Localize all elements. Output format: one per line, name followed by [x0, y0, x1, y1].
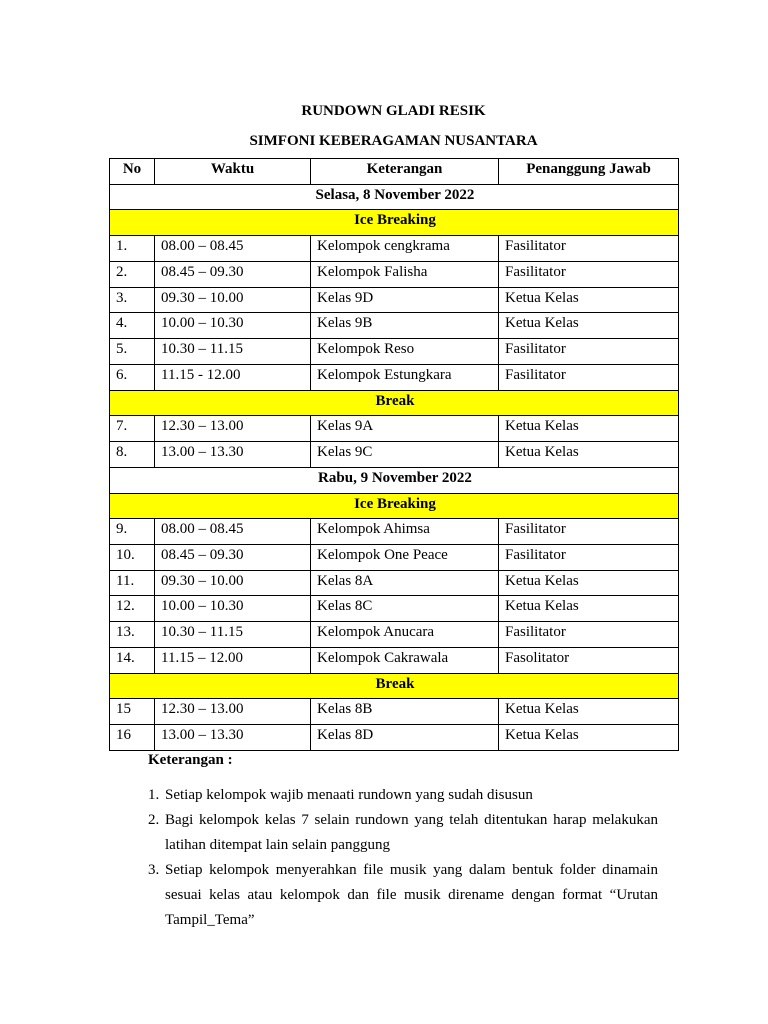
- list-number: 3.: [148, 862, 160, 878]
- cell-penanggung-jawab: Fasilitator: [499, 339, 679, 365]
- notes-list: [148, 783, 658, 933]
- table-row: [110, 622, 679, 648]
- cell-waktu: 12.30 – 13.00: [155, 699, 311, 725]
- section-row: [110, 390, 679, 416]
- cell-no: 6.: [110, 364, 155, 390]
- table-row: [110, 416, 679, 442]
- day-row: [110, 184, 679, 210]
- cell-no: 4.: [110, 313, 155, 339]
- list-number: 1.: [148, 787, 160, 803]
- cell-keterangan: Kelas 8B: [311, 699, 499, 725]
- cell-no: 11.: [110, 570, 155, 596]
- table-row: [110, 339, 679, 365]
- cell-no: 7.: [110, 416, 155, 442]
- table-row: [110, 313, 679, 339]
- table-row: [110, 442, 679, 468]
- cell-keterangan: Kelas 9C: [311, 442, 499, 468]
- cell-waktu: 08.45 – 09.30: [155, 545, 311, 571]
- cell-keterangan: Kelompok Falisha: [311, 261, 499, 287]
- cell-waktu: 08.00 – 08.45: [155, 519, 311, 545]
- cell-keterangan: Kelas 9B: [311, 313, 499, 339]
- table-row: [110, 364, 679, 390]
- cell-waktu: 12.30 – 13.00: [155, 416, 311, 442]
- day-label: Rabu, 9 November 2022: [110, 467, 679, 493]
- section-label: Break: [110, 390, 679, 416]
- cell-penanggung-jawab: Ketua Kelas: [499, 313, 679, 339]
- section-label: Ice Breaking: [110, 493, 679, 519]
- header-waktu: Waktu: [155, 159, 311, 185]
- table-row: [110, 699, 679, 725]
- cell-waktu: 08.00 – 08.45: [155, 236, 311, 262]
- table-row: [110, 647, 679, 673]
- list-text: Setiap kelompok menyerahkan file musik yang dalam bentuk folder dinamain sesuai kelas atau kelompok dan file musik direname dengan format “Urutan Tampil_Tema”: [165, 862, 658, 928]
- list-item: [148, 808, 658, 858]
- cell-keterangan: Kelompok Cakrawala: [311, 647, 499, 673]
- table-row: [110, 236, 679, 262]
- section-row: [110, 210, 679, 236]
- cell-waktu: 10.30 – 11.15: [155, 339, 311, 365]
- cell-keterangan: Kelompok One Peace: [311, 545, 499, 571]
- section-row: [110, 673, 679, 699]
- cell-penanggung-jawab: Fasilitator: [499, 622, 679, 648]
- cell-no: 2.: [110, 261, 155, 287]
- cell-keterangan: Kelas 9D: [311, 287, 499, 313]
- table-row: [110, 596, 679, 622]
- cell-waktu: 10.30 – 11.15: [155, 622, 311, 648]
- day-label: Selasa, 8 November 2022: [110, 184, 679, 210]
- cell-waktu: 09.30 – 10.00: [155, 570, 311, 596]
- cell-penanggung-jawab: Fasolitator: [499, 647, 679, 673]
- list-text: Bagi kelompok kelas 7 selain rundown yang telah ditentukan harap melakukan latihan ditempat lain selain panggung: [165, 812, 658, 853]
- list-item: [148, 858, 658, 933]
- cell-waktu: 11.15 - 12.00: [155, 364, 311, 390]
- cell-no: 14.: [110, 647, 155, 673]
- cell-no: 12.: [110, 596, 155, 622]
- cell-penanggung-jawab: Ketua Kelas: [499, 416, 679, 442]
- cell-penanggung-jawab: Fasilitator: [499, 545, 679, 571]
- header-penanggung-jawab: Penanggung Jawab: [499, 159, 679, 185]
- cell-keterangan: Kelas 9A: [311, 416, 499, 442]
- table-row: [110, 519, 679, 545]
- table-header-row: [110, 159, 679, 185]
- document-title: RUNDOWN GLADI RESIK: [301, 103, 486, 119]
- cell-penanggung-jawab: Ketua Kelas: [499, 596, 679, 622]
- cell-penanggung-jawab: Fasilitator: [499, 236, 679, 262]
- cell-no: 1.: [110, 236, 155, 262]
- cell-penanggung-jawab: Ketua Kelas: [499, 287, 679, 313]
- document-subtitle: SIMFONI KEBERAGAMAN NUSANTARA: [249, 133, 538, 149]
- cell-penanggung-jawab: Fasilitator: [499, 261, 679, 287]
- header-keterangan: Keterangan: [311, 159, 499, 185]
- section-label: Ice Breaking: [110, 210, 679, 236]
- list-text: Setiap kelompok wajib menaati rundown yang sudah disusun: [165, 787, 533, 803]
- cell-penanggung-jawab: Ketua Kelas: [499, 699, 679, 725]
- cell-no: 9.: [110, 519, 155, 545]
- cell-penanggung-jawab: Ketua Kelas: [499, 442, 679, 468]
- cell-keterangan: Kelompok Anucara: [311, 622, 499, 648]
- notes-heading: Keterangan :: [148, 752, 233, 768]
- cell-keterangan: Kelas 8A: [311, 570, 499, 596]
- section-label: Break: [110, 673, 679, 699]
- section-row: [110, 493, 679, 519]
- cell-waktu: 09.30 – 10.00: [155, 287, 311, 313]
- cell-no: 10.: [110, 545, 155, 571]
- cell-keterangan: Kelas 8C: [311, 596, 499, 622]
- cell-no: 8.: [110, 442, 155, 468]
- cell-waktu: 13.00 – 13.30: [155, 725, 311, 751]
- cell-waktu: 10.00 – 10.30: [155, 313, 311, 339]
- table-row: [110, 261, 679, 287]
- cell-waktu: 10.00 – 10.30: [155, 596, 311, 622]
- cell-penanggung-jawab: Fasilitator: [499, 519, 679, 545]
- table-row: [110, 287, 679, 313]
- cell-penanggung-jawab: Fasilitator: [499, 364, 679, 390]
- header-no: No: [110, 159, 155, 185]
- cell-no: 13.: [110, 622, 155, 648]
- cell-no: 5.: [110, 339, 155, 365]
- table-row: [110, 725, 679, 751]
- cell-keterangan: Kelompok Estungkara: [311, 364, 499, 390]
- table-row: [110, 545, 679, 571]
- list-item: [148, 783, 658, 808]
- rundown-table: [109, 158, 679, 751]
- cell-keterangan: Kelas 8D: [311, 725, 499, 751]
- cell-waktu: 08.45 – 09.30: [155, 261, 311, 287]
- cell-waktu: 13.00 – 13.30: [155, 442, 311, 468]
- cell-waktu: 11.15 – 12.00: [155, 647, 311, 673]
- cell-penanggung-jawab: Ketua Kelas: [499, 570, 679, 596]
- cell-penanggung-jawab: Ketua Kelas: [499, 725, 679, 751]
- cell-no: 15: [110, 699, 155, 725]
- list-number: 2.: [148, 812, 160, 828]
- cell-no: 16: [110, 725, 155, 751]
- cell-no: 3.: [110, 287, 155, 313]
- day-row: [110, 467, 679, 493]
- cell-keterangan: Kelompok Reso: [311, 339, 499, 365]
- cell-keterangan: Kelompok cengkrama: [311, 236, 499, 262]
- cell-keterangan: Kelompok Ahimsa: [311, 519, 499, 545]
- table-row: [110, 570, 679, 596]
